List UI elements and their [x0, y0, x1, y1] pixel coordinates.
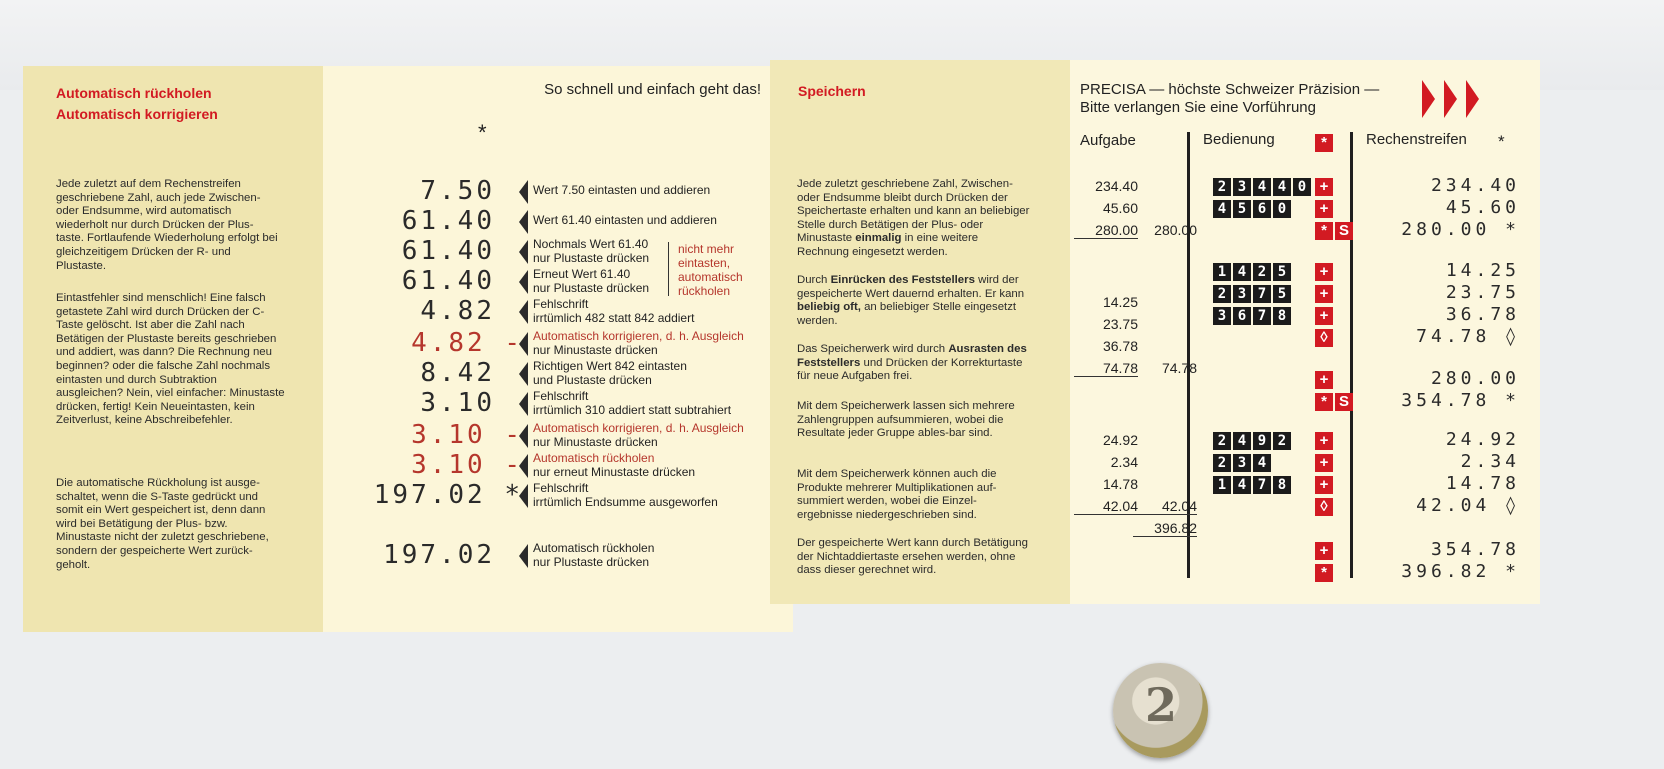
- plus-key-icon: +: [1315, 307, 1333, 325]
- total-key-icon: *: [1315, 393, 1333, 411]
- tape-print-value: 14.25: [1445, 260, 1520, 281]
- paragraph-speichern-3: Das Speicherwerk wird durch Ausrasten des Feststellers und Drücken der Korrekturtaste für neue Aufgaben frei.: [797, 343, 1027, 383]
- tape-print-value: 42.04 ◊: [1416, 495, 1520, 516]
- headline: So schnell und einfach geht das!: [544, 81, 761, 98]
- number-key-icon: 2: [1213, 285, 1231, 303]
- paragraph-eintastfehler: Eintastfehler sind menschlich! Eine falsch getastete Zahl wird durch Drücken der C-Taste gelöscht. Ist aber die Zahl nach Betätigen der Plustaste bereits geschrieben und addiert, was dann? Die Rechnung neu beginnen? oder die falsche Zahl nochmals eintasten und durch Subtraktion ausgleichen? Nein, viel einfacher: Minustaste drücken, fertig! Kein Neueintasten, kein Zeitverlust, keine Abschreibefehler.: [56, 292, 285, 427]
- number-key-icon: 6: [1253, 200, 1271, 218]
- number-key-icon: 7: [1253, 285, 1271, 303]
- number-key-icon: 4: [1233, 476, 1251, 494]
- tape-value: 197.02: [383, 540, 495, 570]
- tape-note-line2: irrtümlich 310 addiert statt subtrahiert: [533, 403, 732, 417]
- plus-key-icon: +: [1315, 476, 1333, 494]
- number-key-icon: 7: [1253, 476, 1271, 494]
- tape-note-line2: nur Minustaste drücken: [533, 435, 658, 449]
- pointer-icon: [519, 454, 528, 478]
- example-table-panel: [1070, 60, 1540, 604]
- tape-value: 7.50: [420, 176, 495, 206]
- paragraph-rueckholen: Jede zuletzt auf dem Rechenstreifen geschriebene Zahl, auch jede Zwischen- oder Endsumme, wird automatisch wiederholt nur durch Drücken der Plus-taste. Fortlaufende Wiederholung erfolgt bei gleichzeitigem Drücken der R- und Plustaste.: [56, 178, 278, 272]
- tape-note-line2: nur erneut Minustaste drücken: [533, 465, 696, 479]
- pointer-icon: [519, 300, 528, 324]
- aufgabe-value: 23.75: [1102, 316, 1138, 332]
- tape-print-value: 280.00 *: [1401, 219, 1520, 240]
- column-header-bedienung: Bedienung: [1203, 131, 1275, 148]
- title-automatisch-korrigieren: Automatisch korrigieren: [56, 106, 218, 122]
- number-key-icon: 4: [1253, 178, 1271, 196]
- chevron-icon-1: [1422, 80, 1435, 118]
- number-key-icon: 3: [1233, 178, 1251, 196]
- tape-value: 3.10: [420, 388, 495, 418]
- number-key-icon: 7: [1253, 307, 1271, 325]
- number-key-icon: 5: [1273, 285, 1291, 303]
- tape-value: 61.40: [401, 266, 495, 296]
- aufgabe-value: 396.82: [1133, 520, 1197, 537]
- tape-value: 61.40: [401, 206, 495, 236]
- tape-print-value: 23.75: [1445, 282, 1520, 303]
- number-key-icon: 6: [1233, 307, 1251, 325]
- aufgabe-value: 74.78: [1161, 360, 1197, 376]
- paragraph-speichern-2: Durch Einrücken des Feststellers wird der gespeicherte Wert dauernd erhalten. Er kann beliebig oft, an beliebiger Stelle eingesetzt werden.: [797, 274, 1025, 327]
- number-key-icon: 5: [1233, 200, 1251, 218]
- brochure-left-sheet: [23, 66, 793, 632]
- aufgabe-value: 2.34: [1110, 454, 1138, 470]
- pointer-icon: [519, 332, 528, 356]
- plus-key-icon: +: [1315, 542, 1333, 560]
- key-sequence: [1213, 263, 1291, 281]
- number-key-icon: 8: [1273, 476, 1291, 494]
- tape-note-line2: und Plustaste drücken: [533, 373, 652, 387]
- tape-note-line2: nur Minustaste drücken: [533, 343, 658, 357]
- tape-note-line1: Wert 7.50 eintasten und addieren: [533, 183, 711, 197]
- brochure-right-sheet: [770, 60, 1540, 604]
- number-key-icon: 0: [1293, 178, 1311, 196]
- number-key-icon: 4: [1253, 454, 1271, 472]
- tape-value: 3.10 -: [411, 420, 523, 450]
- star-key-icon: *: [1315, 134, 1333, 152]
- pointer-icon: [519, 362, 528, 386]
- tape-note-line2: irrtümlich 482 statt 842 addiert: [533, 311, 695, 325]
- tape-value: 4.82 -: [411, 328, 523, 358]
- tape-value: 4.82: [420, 296, 495, 326]
- bracket-line: [668, 242, 669, 296]
- non-add-key-icon: ◊: [1315, 498, 1333, 516]
- key-sequence: [1213, 178, 1311, 196]
- tape-note-line2: nur Plustaste drücken: [533, 281, 650, 295]
- number-key-icon: 0: [1273, 200, 1291, 218]
- number-key-icon: 4: [1233, 263, 1251, 281]
- paragraph-speichern-6: Der gespeicherte Wert kann durch Betätigung der Nichtaddiertaste ersehen werden, ohne dass dieser gerechnet wird.: [797, 537, 1028, 577]
- column-header-aufgabe: Aufgabe: [1080, 132, 1136, 149]
- title-speichern: Speichern: [798, 83, 866, 99]
- number-key-icon: 4: [1233, 432, 1251, 450]
- aufgabe-value: 42.04: [1074, 498, 1138, 515]
- tape-value: 3.10 -: [411, 450, 523, 480]
- tape-note-line2: nur Plustaste drücken: [533, 251, 650, 265]
- aufgabe-value: 234.40: [1095, 178, 1138, 194]
- tape-print-value: 2.34: [1460, 451, 1520, 472]
- s-key-icon: S: [1335, 393, 1353, 411]
- aufgabe-value: 74.78: [1074, 360, 1138, 377]
- tape-note-line1: Fehlschrift: [533, 297, 589, 311]
- paragraph-s-taste: Die automatische Rückholung ist ausge-schaltet, wenn die S-Taste gedrückt und somit ein Wert gespeichert ist, denn dann wird bei Betätigung der Plus- bzw. Minustaste nicht der zuletzt geschriebene, sondern der gespeicherte Wert zurück-geholt.: [56, 477, 269, 571]
- number-key-icon: 2: [1273, 432, 1291, 450]
- number-key-icon: 3: [1233, 454, 1251, 472]
- coin-digit: 2: [1145, 678, 1178, 732]
- tape-print-value: 354.78: [1430, 539, 1520, 560]
- key-sequence: [1213, 454, 1271, 472]
- key-sequence: [1213, 285, 1291, 303]
- pointer-icon: [519, 180, 528, 204]
- tape-print-value: 396.82 *: [1401, 561, 1520, 582]
- number-key-icon: 2: [1213, 432, 1231, 450]
- aufgabe-value: 42.04: [1133, 498, 1197, 515]
- tape-print-value: 14.78: [1445, 473, 1520, 494]
- tape-note-line1: Automatisch rückholen: [533, 451, 655, 465]
- tape-print-value: 36.78: [1445, 304, 1520, 325]
- number-key-icon: 1: [1213, 263, 1231, 281]
- tape-print-value: 280.00: [1430, 368, 1520, 389]
- number-key-icon: 3: [1233, 285, 1251, 303]
- tape-note-line1: Automatisch rückholen: [533, 541, 655, 555]
- aufgabe-value: 45.60: [1102, 200, 1138, 216]
- tape-note-line1: Richtigen Wert 842 eintasten: [533, 359, 687, 373]
- number-key-icon: 2: [1213, 178, 1231, 196]
- number-key-icon: 2: [1253, 263, 1271, 281]
- aufgabe-value: 14.25: [1102, 294, 1138, 310]
- number-key-icon: 4: [1213, 200, 1231, 218]
- left-info-panel: [23, 66, 323, 632]
- number-key-icon: 1: [1213, 476, 1231, 494]
- tape-note-line1: Automatisch korrigieren, d. h. Ausgleich: [533, 329, 744, 343]
- number-key-icon: 2: [1213, 454, 1231, 472]
- non-add-key-icon: ◊: [1315, 329, 1333, 347]
- column-header-rechenstreifen: Rechenstreifen: [1366, 131, 1467, 148]
- tape-note-line2: irrtümlich Endsumme ausgeworfen: [533, 495, 718, 509]
- plus-key-icon: +: [1315, 263, 1333, 281]
- tape-note-line1: Wert 61.40 eintasten und addieren: [533, 213, 717, 227]
- plus-key-icon: +: [1315, 454, 1333, 472]
- number-key-icon: 8: [1273, 307, 1291, 325]
- plus-key-icon: +: [1315, 178, 1333, 196]
- aufgabe-value: 280.00: [1074, 222, 1138, 239]
- key-sequence: [1213, 476, 1291, 494]
- plus-key-icon: +: [1315, 432, 1333, 450]
- number-key-icon: 3: [1213, 307, 1231, 325]
- key-sequence: [1213, 432, 1291, 450]
- total-key-icon: *: [1315, 564, 1333, 582]
- key-sequence: [1213, 307, 1291, 325]
- speichern-panel: [770, 60, 1070, 604]
- chevron-icon-2: [1444, 80, 1457, 118]
- tape-print-value: 234.40: [1430, 175, 1520, 196]
- header-star: *: [1498, 132, 1505, 151]
- tape-star: *: [478, 120, 487, 145]
- tape-print-value: 354.78 *: [1401, 390, 1520, 411]
- aufgabe-value: 24.92: [1102, 432, 1138, 448]
- paragraph-speichern-4: Mit dem Speicherwerk lassen sich mehrere Zahlengruppen aufsummieren, wobei die Resultate jeder Gruppe ables-bar sind.: [797, 400, 1015, 440]
- total-key-icon: *: [1315, 222, 1333, 240]
- pointer-icon: [519, 210, 528, 234]
- plus-key-icon: +: [1315, 371, 1333, 389]
- tape-print-value: 74.78 ◊: [1416, 326, 1520, 347]
- tape-print-value: 24.92: [1445, 429, 1520, 450]
- tape-note-line1: Erneut Wert 61.40: [533, 267, 631, 281]
- aufgabe-value: 280.00: [1154, 222, 1197, 238]
- aufgabe-value: 36.78: [1102, 338, 1138, 354]
- aufgabe-value: 14.78: [1102, 476, 1138, 492]
- pointer-icon: [519, 270, 528, 294]
- title-automatisch-rueckholen: Automatisch rückholen: [56, 85, 212, 101]
- tape-note-line2: nur Plustaste drücken: [533, 555, 650, 569]
- pointer-icon: [519, 424, 528, 448]
- divider-line: [1350, 132, 1353, 578]
- paragraph-speichern-5: Mit dem Speicherwerk können auch die Produkte mehrerer Multiplikationen auf-summiert werden, wobei die Einzel-ergebnisse niedergeschrieben sind.: [797, 468, 997, 521]
- number-key-icon: 5: [1273, 263, 1291, 281]
- plus-key-icon: +: [1315, 200, 1333, 218]
- tape-example-panel: [323, 66, 793, 632]
- tape-value: 61.40: [401, 236, 495, 266]
- pointer-icon: [519, 392, 528, 416]
- tape-note-line1: Fehlschrift: [533, 389, 589, 403]
- pointer-icon: [519, 240, 528, 264]
- number-key-icon: 9: [1253, 432, 1271, 450]
- pointer-icon: [519, 544, 528, 568]
- tape-value: 8.42: [420, 358, 495, 388]
- number-key-icon: 4: [1273, 178, 1291, 196]
- tape-note-line1: Nochmals Wert 61.40: [533, 237, 649, 251]
- paragraph-speichern-1: Jede zuletzt geschriebene Zahl, Zwischen- oder Endsumme bleibt durch Drücken der Speichertaste erhalten und kann an beliebiger Stelle durch Betätigen der Plus- oder Minustaste einmalig in eine weitere Rechnung eingesetzt werden.: [797, 178, 1030, 258]
- plus-key-icon: +: [1315, 285, 1333, 303]
- key-sequence: [1213, 200, 1291, 218]
- bracket-note: nicht mehr eintasten, automatisch rückholen: [678, 242, 743, 298]
- tape-note-line1: Automatisch korrigieren, d. h. Ausgleich: [533, 421, 744, 435]
- precisa-claim: PRECISA — höchste Schweizer Präzision — Bitte verlangen Sie eine Vorführung: [1080, 81, 1380, 116]
- tape-value: 197.02 *: [373, 480, 523, 510]
- s-key-icon: S: [1335, 222, 1353, 240]
- pointer-icon: [519, 484, 528, 508]
- tape-print-value: 45.60: [1445, 197, 1520, 218]
- tape-note-line1: Fehlschrift: [533, 481, 589, 495]
- chevron-icon-3: [1466, 80, 1479, 118]
